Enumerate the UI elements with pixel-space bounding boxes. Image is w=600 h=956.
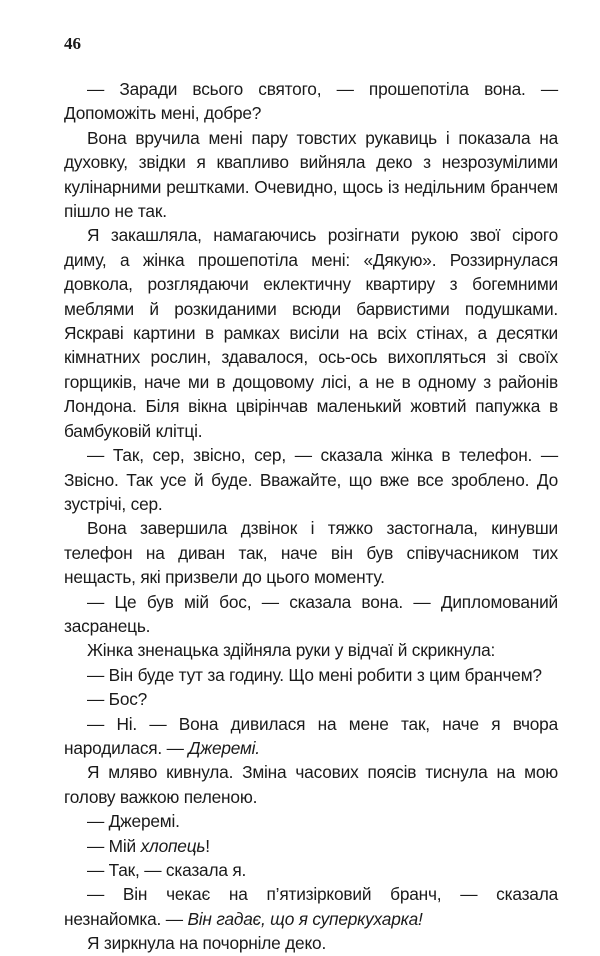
italic-text: хлопець	[140, 835, 206, 856]
book-page	[64, 34, 558, 956]
paragraph	[64, 712, 558, 761]
paragraph	[64, 858, 558, 882]
text-run: — Мій	[87, 835, 141, 856]
text-run: !	[205, 835, 210, 856]
text-run: — Бос?	[87, 689, 148, 710]
body-text	[64, 77, 558, 956]
text-run: — Це був мій бос, — сказала вона. — Дипломований засранець.	[64, 591, 558, 636]
paragraph	[64, 126, 558, 224]
text-run: Вона вручила мені пару товстих рукавиць і показала на духовку, звідки я квапливо вийняла деко з незрозумілими кулінарними рештками. Очевидно, щось із недільним бранчем пішло не так.	[64, 127, 558, 222]
text-run: Жінка зненацька здійняла руки у відчаї й скрикнула:	[87, 640, 496, 661]
paragraph	[64, 663, 558, 687]
paragraph	[64, 77, 558, 126]
text-run: Я закашляла, намагаючись розігнати рукою звої сірого диму, а жінка прошепотіла мені: «Дякую». Роззирнулася довкола, розглядаючи еклектичну квартиру з богемними меблями й розкиданими всюди барвистими подушками. Яскраві картини в рамках висіли на всіх стінах, а десятки кімнатних рослин, здавалося, ось-ось вихопляться зі своїх горщиків, наче ми в дощовому лісі, а не в одному з районів Лондона. Біля вікна цвірінчав маленький жовтий папужка в бамбуковій клітці.	[64, 225, 558, 441]
paragraph	[64, 638, 558, 662]
italic-text: Він гадає, що я суперкухарка!	[187, 908, 423, 929]
paragraph	[64, 931, 558, 955]
page-number: 46	[64, 34, 81, 53]
text-run: — Він буде тут за годину. Що мені робити з цим бранчем?	[87, 664, 542, 685]
text-run: Вона завершила дзвінок і тяжко застогнала, кинувши телефон на диван так, наче він був співучасником тих нещасть, які призвели до цього моменту.	[64, 518, 558, 588]
text-run: — Заради всього святого, — прошепотіла вона. — Допоможіть мені, добре?	[64, 79, 558, 124]
paragraph	[64, 760, 558, 809]
text-run: — Так, — сказала я.	[87, 860, 247, 880]
paragraph	[64, 882, 558, 931]
text-run: Я мляво кивнула. Зміна часових поясів тиснула на мою голову важкою пеленою.	[64, 762, 558, 807]
paragraph	[64, 834, 558, 858]
paragraph	[64, 809, 558, 833]
paragraph	[64, 590, 558, 639]
paragraph	[64, 516, 558, 589]
text-run: — Так, сер, звісно, сер, — сказала жінка в телефон. — Звісно. Так усе й буде. Вважайте, що вже все зроблено. До зустрічі, сер.	[64, 445, 558, 514]
text-run: — Ні. — Вона дивилася на мене так, наче я вчора народилася. —	[64, 713, 558, 758]
paragraph	[64, 223, 558, 443]
text-run: — Джеремі.	[87, 811, 180, 832]
text-run: — Він чекає на п’ятизірковий бранч, — сказала незнайомка. —	[64, 884, 558, 929]
paragraph	[64, 443, 558, 516]
paragraph	[64, 687, 558, 711]
italic-text: Джеремі.	[188, 737, 260, 758]
text-run: Я зиркнула на почорніле деко.	[87, 933, 327, 954]
